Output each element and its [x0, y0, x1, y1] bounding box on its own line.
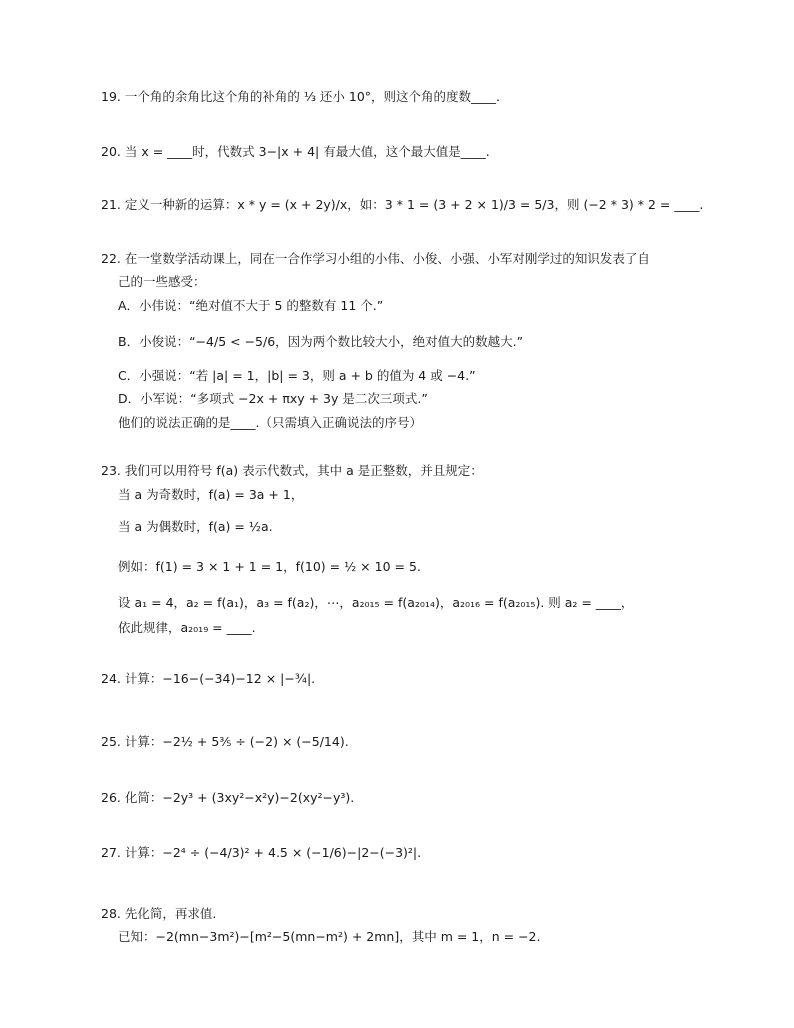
- question-22-stem-cont: 己的一些感受：: [118, 274, 206, 289]
- question-25: 25. 计算：−2½ + 5⅗ ÷ (−2) × (−5/14).: [101, 734, 349, 749]
- question-23-example: 例如：f(1) = 3 × 1 + 1 = 1，f(10) = ½ × 10 = 5.: [118, 559, 421, 574]
- question-23-stem: 23. 我们可以用符号 f(a) 表示代数式，其中 a 是正整数，并且规定：: [101, 463, 483, 478]
- question-23-prompt: 依此规律，a₂₀₁₉ = ____.: [118, 620, 256, 635]
- question-26: 26. 化简：−2y³ + (3xy²−x²y)−2(xy²−y³).: [101, 790, 355, 805]
- question-21: 21. 定义一种新的运算：x * y = (x + 2y)/x，如：3 * 1 = (3 + 2 × 1)/3 = 5/3，则 (−2 * 3) * 2 = ____.: [101, 197, 704, 212]
- question-20: 20. 当 x = ____时，代数式 3−|x + 4| 有最大值，这个最大值是____.: [101, 144, 490, 159]
- question-28-stem: 28. 先化简，再求值.: [101, 906, 217, 921]
- question-19: 19. 一个角的余角比这个角的补角的 ⅓ 还小 10°，则这个角的度数____.: [101, 89, 501, 104]
- question-22-option-d: D．小军说：“多项式 −2x + πxy + 3y 是二次三项式.”: [118, 391, 428, 406]
- question-24: 24. 计算：−16−(−34)−12 × |−¾|.: [101, 671, 316, 686]
- question-22-prompt: 他们的说法正确的是____.（只需填入正确说法的序号）: [118, 415, 422, 430]
- question-22-option-b: B．小俊说：“−4/5 < −5/6，因为两个数比较大小，绝对值大的数越大.”: [118, 334, 524, 349]
- question-28-expression: 已知：−2(mn−3m²)−[m²−5(mn−m²) + 2mn]，其中 m = 1，n = −2.: [118, 929, 541, 944]
- question-23-odd-rule: 当 a 为奇数时，f(a) = 3a + 1，: [118, 487, 304, 502]
- question-22-option-c: C．小强说：“若 |a| = 1，|b| = 3，则 a + b 的值为 4 或 −4.”: [118, 368, 476, 383]
- question-23-even-rule: 当 a 为偶数时，f(a) = ½a.: [118, 519, 273, 534]
- question-22-stem: 22. 在一堂数学活动课上，同在一合作学习小组的小伟、小俊、小强、小军对刚学过的知识发表了自: [101, 251, 650, 266]
- question-23-sequence: 设 a₁ = 4，a₂ = f(a₁)，a₃ = f(a₂)，⋯，a₂₀₁₅ = f(a₂₀₁₄)，a₂₀₁₆ = f(a₂₀₁₅). 则 a₂ = ____，: [118, 595, 634, 610]
- question-27: 27. 计算：−2⁴ ÷ (−4/3)² + 4.5 × (−1/6)−|2−(−3)²|.: [101, 845, 422, 860]
- question-22-option-a: A．小伟说：“绝对值不大于 5 的整数有 11 个.”: [118, 298, 384, 313]
